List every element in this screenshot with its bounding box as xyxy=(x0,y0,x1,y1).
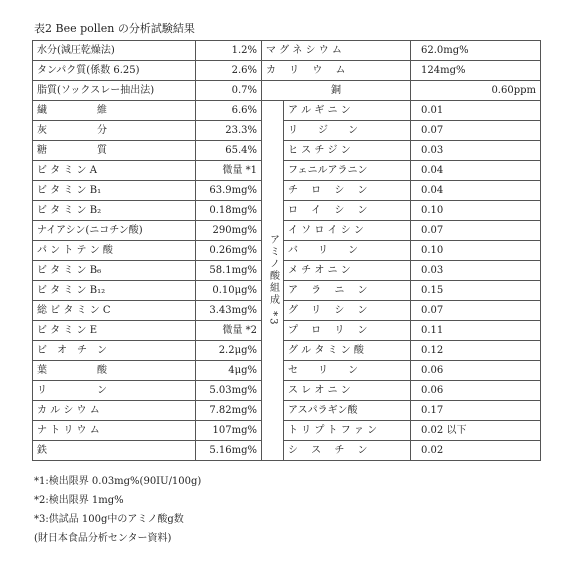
amino-acid-label: リ ジ ン xyxy=(284,121,411,141)
amino-acid-value: 0.03 xyxy=(411,141,541,161)
nutrient-label: パ ン ト テ ン 酸 xyxy=(33,241,196,261)
footnotes xyxy=(34,472,201,548)
nutrient-value: 3.43mg% xyxy=(196,301,262,321)
amino-acid-label: ト リ プ ト フ ァ ン xyxy=(284,421,411,441)
nutrient-value: 65.4% xyxy=(196,141,262,161)
nutrient-label: ナイアシン(ニコチン酸) xyxy=(33,221,196,241)
nutrient-label: 葉 酸 xyxy=(33,361,196,381)
table-row xyxy=(33,161,541,181)
nutrient-value: 0.18mg% xyxy=(196,201,262,221)
nutrient-label: ビ オ チ ン xyxy=(33,341,196,361)
amino-acid-value: 0.01 xyxy=(411,101,541,121)
table-row xyxy=(33,321,541,341)
nutrient-value: 63.9mg% xyxy=(196,181,262,201)
amino-acid-label: アスパラギン酸 xyxy=(284,401,411,421)
amino-acid-value: 0.07 xyxy=(411,221,541,241)
table-row xyxy=(33,141,541,161)
table-row xyxy=(33,301,541,321)
mineral-value: 62.0mg% xyxy=(411,41,541,61)
nutrient-label: カ ル シ ウ ム xyxy=(33,401,196,421)
nutrient-value: 微量 *1 xyxy=(196,161,262,181)
nutrient-value: 微量 *2 xyxy=(196,321,262,341)
amino-acid-label: フェニルアラニン xyxy=(284,161,411,181)
nutrient-value: 0.26mg% xyxy=(196,241,262,261)
table-row xyxy=(33,381,541,401)
amino-acid-label: ス レ オ ニ ン xyxy=(284,381,411,401)
nutrient-value: 2.6% xyxy=(196,61,262,81)
nutrient-label: 繊 維 xyxy=(33,101,196,121)
amino-acid-value: 0.12 xyxy=(411,341,541,361)
amino-acid-value: 0.06 xyxy=(411,361,541,381)
nutrient-label: ビ タ ミ ン B₂ xyxy=(33,201,196,221)
table-row xyxy=(33,441,541,461)
table-row xyxy=(33,421,541,441)
table-row xyxy=(33,221,541,241)
table-row xyxy=(33,281,541,301)
nutrient-label: ナ ト リ ウ ム xyxy=(33,421,196,441)
table-caption: 表2 Bee pollen の分析試験結果 xyxy=(34,22,195,35)
nutrient-value: 23.3% xyxy=(196,121,262,141)
table-row xyxy=(33,181,541,201)
amino-acid-value: 0.10 xyxy=(411,241,541,261)
table-row xyxy=(33,401,541,421)
table-row xyxy=(33,41,541,61)
table-row xyxy=(33,201,541,221)
amino-acid-value: 0.07 xyxy=(411,301,541,321)
amino-acid-value: 0.06 xyxy=(411,381,541,401)
footnote-3: *3:供試品 100g中のアミノ酸g数 xyxy=(34,514,184,525)
amino-acid-value: 0.10 xyxy=(411,201,541,221)
nutrient-value: 1.2% xyxy=(196,41,262,61)
nutrient-label: 総 ビ タ ミ ン C xyxy=(33,301,196,321)
nutrient-value: 107mg% xyxy=(196,421,262,441)
amino-acid-label: メ チ オ ニ ン xyxy=(284,261,411,281)
source-note: (財日本食品分析センター資料) xyxy=(34,533,172,544)
nutrient-value: 0.7% xyxy=(196,81,262,101)
nutrient-value: 5.03mg% xyxy=(196,381,262,401)
mineral-label: マ グ ネ シ ウ ム xyxy=(262,41,411,61)
amino-acid-label: ア ル ギ ニ ン xyxy=(284,101,411,121)
nutrient-label: ビ タ ミ ン B₆ xyxy=(33,261,196,281)
amino-acid-value: 0.07 xyxy=(411,121,541,141)
analysis-table xyxy=(32,40,541,461)
amino-acid-label: ロ イ シ ン xyxy=(284,201,411,221)
amino-acid-label: ヒ ス チ ジ ン xyxy=(284,141,411,161)
table-row xyxy=(33,101,541,121)
table-row xyxy=(33,121,541,141)
amino-acid-label: イ ソ ロ イ シ ン xyxy=(284,221,411,241)
nutrient-label: 鉄 xyxy=(33,441,196,461)
nutrient-value: 0.10μg% xyxy=(196,281,262,301)
nutrient-label: ビ タ ミ ン B₁ xyxy=(33,181,196,201)
nutrient-label: 脂質(ソックスレー抽出法) xyxy=(33,81,196,101)
amino-acid-label: シ ス チ ン xyxy=(284,441,411,461)
nutrient-label: ビ タ ミ ン A xyxy=(33,161,196,181)
nutrient-label: タンパク質(係数 6.25) xyxy=(33,61,196,81)
amino-acid-value: 0.04 xyxy=(411,161,541,181)
mineral-value: 124mg% xyxy=(411,61,541,81)
amino-acid-label: グ ル タ ミ ン 酸 xyxy=(284,341,411,361)
amino-acid-label: セ リ ン xyxy=(284,361,411,381)
table-row xyxy=(33,341,541,361)
nutrient-value: 5.16mg% xyxy=(196,441,262,461)
nutrient-label: 糖 質 xyxy=(33,141,196,161)
mineral-label: カ リ ウ ム xyxy=(262,61,411,81)
amino-acid-value: 0.15 xyxy=(411,281,541,301)
amino-acid-label: チ ロ シ ン xyxy=(284,181,411,201)
nutrient-label: 水分(減圧乾燥法) xyxy=(33,41,196,61)
amino-acid-value: 0.04 xyxy=(411,181,541,201)
table-row xyxy=(33,61,541,81)
footnote-1: *1:検出限界 0.03mg%(90IU/100g) xyxy=(34,476,202,487)
nutrient-value: 4μg% xyxy=(196,361,262,381)
amino-acid-value: 0.02 以下 xyxy=(411,421,541,441)
nutrient-value: 290mg% xyxy=(196,221,262,241)
nutrient-label: リ ン xyxy=(33,381,196,401)
amino-acid-label: バ リ ン xyxy=(284,241,411,261)
amino-acid-label: プ ロ リ ン xyxy=(284,321,411,341)
nutrient-label: 灰 分 xyxy=(33,121,196,141)
mineral-value: 0.60ppm xyxy=(411,81,541,101)
nutrient-value: 7.82mg% xyxy=(196,401,262,421)
amino-acid-value: 0.03 xyxy=(411,261,541,281)
amino-acid-value: 0.02 xyxy=(411,441,541,461)
table-row xyxy=(33,361,541,381)
amino-acid-group-label: アミノ酸組成 *3 xyxy=(262,101,284,461)
nutrient-value: 6.6% xyxy=(196,101,262,121)
amino-acid-value: 0.11 xyxy=(411,321,541,341)
nutrient-value: 58.1mg% xyxy=(196,261,262,281)
footnote-2: *2:検出限界 1mg% xyxy=(34,495,124,506)
mineral-label: 銅 xyxy=(262,81,411,101)
amino-acid-label: グ リ シ ン xyxy=(284,301,411,321)
table-row xyxy=(33,241,541,261)
table-row xyxy=(33,261,541,281)
nutrient-label: ビ タ ミ ン E xyxy=(33,321,196,341)
amino-acid-value: 0.17 xyxy=(411,401,541,421)
table-row xyxy=(33,81,541,101)
amino-acid-label: ア ラ ニ ン xyxy=(284,281,411,301)
nutrient-label: ビ タ ミ ン B₁₂ xyxy=(33,281,196,301)
nutrient-value: 2.2μg% xyxy=(196,341,262,361)
